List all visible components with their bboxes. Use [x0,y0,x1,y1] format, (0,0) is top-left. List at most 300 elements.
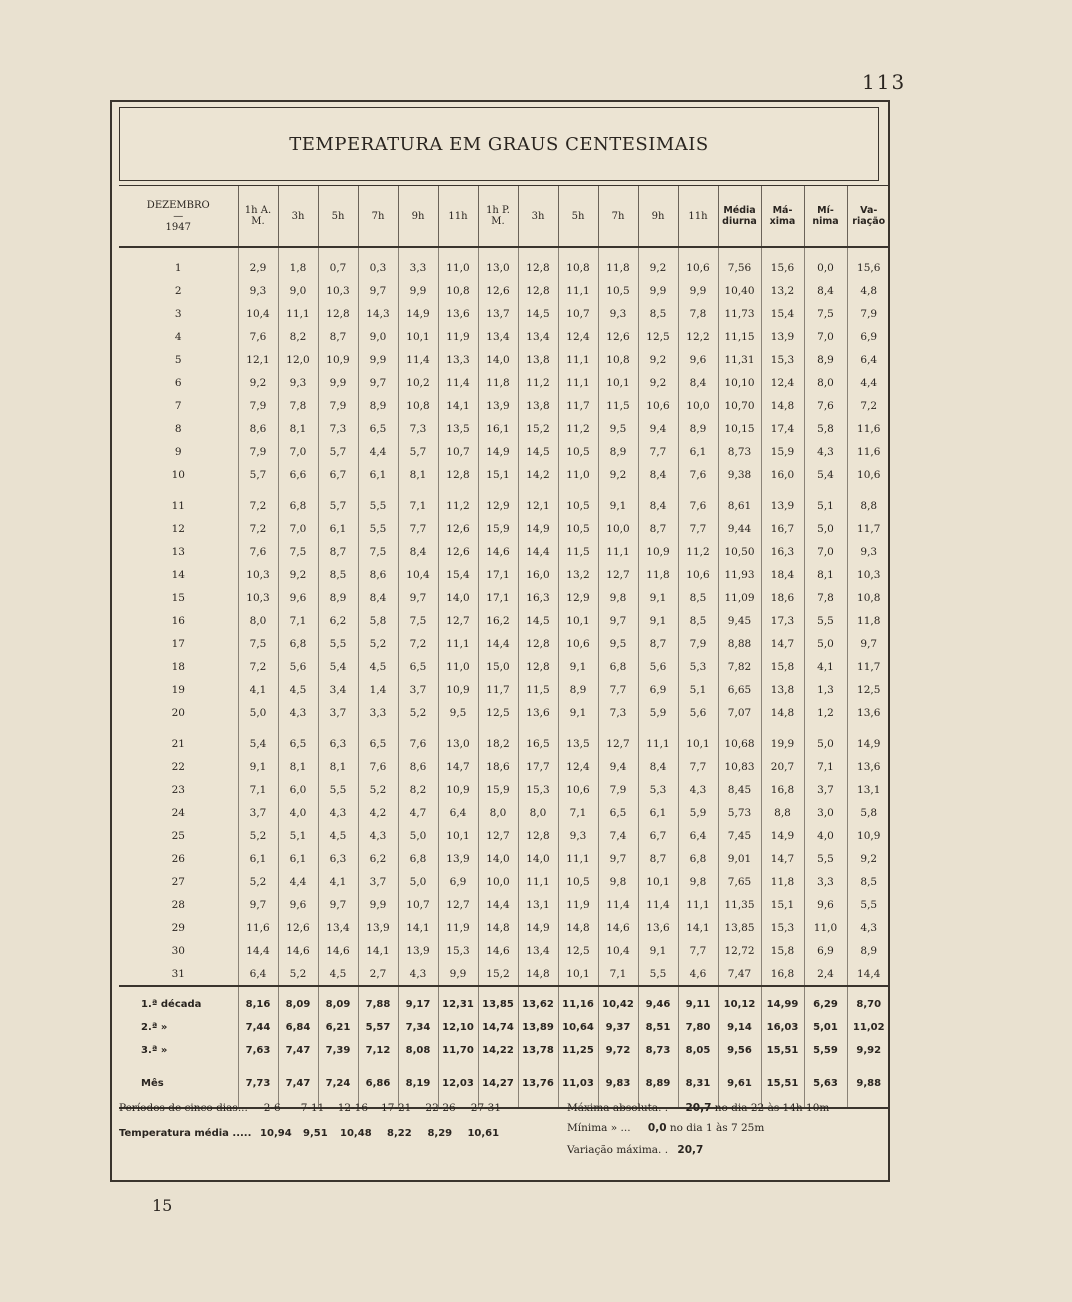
value-cell: 10,9 [438,778,478,801]
value-cell: 5,2 [358,778,398,801]
value-cell: 12,8 [518,247,558,279]
value-cell: 8,5 [638,302,678,325]
daily-mean-header: Média diurna [718,186,761,248]
spacer-cell [678,724,718,732]
value-cell: 6,9 [847,325,890,348]
value-cell: 13,85 [718,916,761,939]
year-label: 1947 [165,221,191,233]
spacer-cell [678,486,718,494]
table-frame [110,100,890,1182]
value-cell: 3,0 [804,801,847,824]
value-cell: 15,1 [478,463,518,486]
value-cell: 9,4 [598,755,638,778]
value-cell: 6,2 [318,609,358,632]
value-cell: 14,9 [398,302,438,325]
header-dash: — [173,210,184,222]
value-cell: 13,9 [358,916,398,939]
hour-header: 3h [518,186,558,248]
spacer-cell [847,486,890,494]
spacer-cell [478,486,518,494]
value-cell: 7,9 [678,632,718,655]
value-cell: 9,46 [638,986,678,1016]
row-label-cell: 23 [171,783,185,796]
value-cell: 6,9 [638,678,678,701]
value-cell: 12,4 [761,371,804,394]
spacer-cell [398,724,438,732]
value-cell: 12,4 [558,755,598,778]
value-cell: 10,8 [558,247,598,279]
value-cell: 10,3 [238,563,278,586]
period-mean-value: 10,61 [467,1128,500,1139]
variation-header: Va- riação [847,186,890,248]
value-cell: 10,9 [438,678,478,701]
value-cell: 11,7 [558,394,598,417]
value-cell: 5,01 [804,1016,847,1039]
value-cell: 6,1 [318,517,358,540]
value-cell: 8,31 [678,1062,718,1108]
value-cell: 6,84 [278,1016,318,1039]
value-cell: 7,9 [318,394,358,417]
value-cell: 5,0 [804,732,847,755]
value-cell: 10,0 [478,870,518,893]
spacer-cell [847,724,890,732]
value-cell: 4,4 [358,440,398,463]
value-cell: 14,7 [438,755,478,778]
value-cell: 4,1 [318,870,358,893]
minimum-row [567,1122,764,1134]
value-cell: 6,1 [278,847,318,870]
value-cell: 12,9 [478,494,518,517]
value-cell: 9,9 [398,279,438,302]
value-cell: 5,9 [638,701,678,724]
value-cell: 10,6 [558,632,598,655]
value-cell: 12,0 [278,348,318,371]
value-cell: 10,6 [678,563,718,586]
value-cell: 9,88 [847,1062,890,1108]
day-row [119,540,890,563]
value-cell: 7,45 [718,824,761,847]
value-cell: 12,1 [238,348,278,371]
value-cell: 7,1 [398,494,438,517]
spacer-cell [718,724,761,732]
value-cell: 7,3 [398,417,438,440]
value-cell: 5,6 [678,701,718,724]
value-cell: 13,9 [761,494,804,517]
value-cell: 8,6 [398,755,438,778]
value-cell: 11,16 [558,986,598,1016]
value-cell: 8,45 [718,778,761,801]
value-cell: 12,6 [478,279,518,302]
value-cell: 13,3 [438,348,478,371]
value-cell: 7,2 [238,494,278,517]
day-row [119,463,890,486]
value-cell: 10,4 [598,939,638,962]
max-variation-label: Variação máxima. . [567,1144,669,1156]
value-cell: 14,9 [518,517,558,540]
value-cell: 2,7 [358,962,398,986]
value-cell: 9,14 [718,1016,761,1039]
value-cell: 8,05 [678,1039,718,1062]
value-cell: 11,4 [398,348,438,371]
value-cell: 11,9 [558,893,598,916]
value-cell: 10,6 [678,247,718,279]
day-row [119,517,890,540]
value-cell: 11,9 [438,325,478,348]
day-row [119,632,890,655]
value-cell: 7,7 [678,939,718,962]
value-cell: 12,6 [438,540,478,563]
day-row [119,394,890,417]
value-cell: 3,7 [238,801,278,824]
value-cell: 9,1 [598,494,638,517]
hour-header: 5h [558,186,598,248]
value-cell: 14,7 [761,632,804,655]
value-cell: 11,7 [847,655,890,678]
day-row [119,494,890,517]
spacer-cell [238,724,278,732]
value-cell: 9,8 [678,870,718,893]
value-cell: 9,2 [638,348,678,371]
value-cell: 9,1 [238,755,278,778]
value-cell: 15,9 [478,778,518,801]
value-cell: 3,3 [398,247,438,279]
value-cell: 15,51 [761,1062,804,1108]
value-cell: 9,7 [358,279,398,302]
value-cell: 6,8 [598,655,638,678]
value-cell: 7,47 [718,962,761,986]
periods-label: Períodos de cinco dias... [119,1102,248,1114]
value-cell: 5,1 [804,494,847,517]
value-cell: 9,3 [558,824,598,847]
value-cell: 6,4 [438,801,478,824]
value-cell: 9,3 [278,371,318,394]
value-cell: 16,3 [518,586,558,609]
value-cell: 13,89 [518,1016,558,1039]
value-cell: 7,5 [804,302,847,325]
day-row [119,778,890,801]
value-cell: 5,8 [804,417,847,440]
value-cell: 14,4 [478,632,518,655]
value-cell: 5,4 [318,655,358,678]
value-cell: 5,5 [804,609,847,632]
row-label-cell: 28 [171,898,185,911]
temperature-table [119,185,890,1109]
value-cell: 6,4 [678,824,718,847]
value-cell: 6,3 [318,732,358,755]
value-cell: 15,6 [761,247,804,279]
spacer-cell [761,486,804,494]
value-cell: 14,99 [761,986,804,1016]
value-cell: 4,1 [238,678,278,701]
value-cell: 9,2 [598,463,638,486]
value-cell: 8,4 [398,540,438,563]
decade-summary-row [119,1016,890,1039]
value-cell: 10,3 [238,586,278,609]
value-cell: 8,0 [238,609,278,632]
value-cell: 17,3 [761,609,804,632]
value-cell: 15,9 [761,440,804,463]
value-cell: 15,3 [761,348,804,371]
value-cell: 5,5 [318,632,358,655]
value-cell: 14,74 [478,1016,518,1039]
value-cell: 7,3 [598,701,638,724]
value-cell: 8,5 [678,586,718,609]
value-cell: 4,3 [358,824,398,847]
value-cell: 5,0 [804,517,847,540]
value-cell: 12,4 [558,325,598,348]
value-cell: 14,6 [598,916,638,939]
row-label-cell: 3.ª » [141,1045,168,1056]
value-cell: 12,6 [598,325,638,348]
row-label-cell: 13 [171,545,185,558]
value-cell: 9,9 [638,279,678,302]
value-cell: 17,1 [478,563,518,586]
value-cell: 14,9 [847,732,890,755]
day-row [119,678,890,701]
signature-mark: 15 [152,1196,173,1215]
spacer-cell [278,486,318,494]
value-cell: 5,8 [358,609,398,632]
value-cell: 4,3 [678,778,718,801]
value-cell: 7,9 [847,302,890,325]
value-cell: 11,8 [478,371,518,394]
value-cell: 9,7 [238,893,278,916]
value-cell: 10,8 [598,348,638,371]
hour-header: 9h [638,186,678,248]
value-cell: 13,4 [518,325,558,348]
value-cell: 1,2 [804,701,847,724]
value-cell: 9,61 [718,1062,761,1108]
minimum-detail: no dia 1 às 7 25m [669,1122,765,1134]
value-cell: 10,7 [558,302,598,325]
day-row [119,916,890,939]
period-mean-value: 10,48 [340,1128,372,1139]
spacer-cell [119,724,238,732]
value-cell: 11,1 [278,302,318,325]
value-cell: 8,7 [638,632,678,655]
row-label-cell: 27 [171,875,185,888]
period-mean-value: 10,94 [260,1128,292,1139]
row-label-cell: 11 [171,499,185,512]
value-cell: 5,0 [238,701,278,724]
value-cell: 18,2 [478,732,518,755]
value-cell: 8,9 [358,394,398,417]
value-cell: 9,9 [438,962,478,986]
value-cell: 5,1 [678,678,718,701]
value-cell: 7,5 [398,609,438,632]
value-cell: 10,83 [718,755,761,778]
value-cell: 14,9 [478,440,518,463]
value-cell: 10,5 [598,279,638,302]
value-cell: 8,0 [478,801,518,824]
value-cell: 7,9 [238,394,278,417]
spacer-cell [638,724,678,732]
max-variation-value: 20,7 [677,1144,704,1156]
value-cell: 9,37 [598,1016,638,1039]
period-mean-value: 8,22 [386,1128,412,1139]
spacer-cell [761,724,804,732]
value-cell: 8,7 [318,540,358,563]
value-cell: 10,68 [718,732,761,755]
row-label-cell: 20 [171,706,185,719]
value-cell: 17,1 [478,586,518,609]
value-cell: 5,9 [678,801,718,824]
value-cell: 6,6 [278,463,318,486]
absolute-max-row [567,1102,829,1114]
value-cell: 13,6 [518,701,558,724]
value-cell: 8,4 [358,586,398,609]
value-cell: 3,3 [804,870,847,893]
value-cell: 5,2 [278,962,318,986]
mean-temperature-row [119,1128,504,1139]
value-cell: 13,2 [761,279,804,302]
value-cell: 9,7 [847,632,890,655]
value-cell: 15,3 [438,939,478,962]
row-label-cell: 19 [171,683,185,696]
value-cell: 10,1 [558,609,598,632]
value-cell: 11,2 [678,540,718,563]
value-cell: 8,73 [638,1039,678,1062]
value-cell: 8,4 [804,279,847,302]
value-cell: 5,4 [238,732,278,755]
value-cell: 6,8 [278,494,318,517]
value-cell: 8,9 [598,440,638,463]
value-cell: 7,9 [598,778,638,801]
spacer-cell [638,486,678,494]
day-row [119,371,890,394]
value-cell: 5,7 [318,494,358,517]
value-cell: 5,5 [804,847,847,870]
value-cell: 9,6 [804,893,847,916]
value-cell: 14,0 [438,586,478,609]
period-value: 22-26 [425,1102,456,1114]
value-cell: 13,4 [478,325,518,348]
value-cell: 4,3 [804,440,847,463]
value-cell: 13,76 [518,1062,558,1108]
value-cell: 10,3 [318,279,358,302]
value-cell: 8,1 [804,563,847,586]
value-cell: 11,6 [847,417,890,440]
value-cell: 10,4 [398,563,438,586]
value-cell: 8,0 [518,801,558,824]
value-cell: 15,2 [478,962,518,986]
value-cell: 5,5 [638,962,678,986]
value-cell: 11,1 [598,540,638,563]
month-label: DEZEMBRO [146,199,210,211]
value-cell: 18,6 [761,586,804,609]
value-cell: 10,2 [398,371,438,394]
value-cell: 13,1 [847,778,890,801]
value-cell: 14,8 [761,701,804,724]
value-cell: 10,8 [438,279,478,302]
value-cell: 10,50 [718,540,761,563]
spacer-cell [438,724,478,732]
value-cell: 7,34 [398,1016,438,1039]
value-cell: 11,03 [558,1062,598,1108]
value-cell: 9,2 [638,247,678,279]
value-cell: 11,9 [438,916,478,939]
value-cell: 7,8 [804,586,847,609]
value-cell: 8,09 [278,986,318,1016]
value-cell: 12,72 [718,939,761,962]
spacer-cell [358,724,398,732]
day-row [119,755,890,778]
value-cell: 10,0 [598,517,638,540]
period-value: 17-21 [381,1102,412,1114]
row-label-cell: 1 [174,261,182,274]
value-cell: 4,3 [398,962,438,986]
value-cell: 13,62 [518,986,558,1016]
value-cell: 15,4 [761,302,804,325]
value-cell: 12,8 [518,632,558,655]
day-row [119,824,890,847]
value-cell: 10,1 [558,962,598,986]
value-cell: 11,2 [518,371,558,394]
value-cell: 9,3 [847,540,890,563]
value-cell: 7,0 [804,325,847,348]
value-cell: 15,3 [761,916,804,939]
value-cell: 13,8 [518,348,558,371]
value-cell: 4,0 [804,824,847,847]
value-cell: 1,8 [278,247,318,279]
minimum-header: Mí- nima [804,186,847,248]
value-cell: 8,6 [358,563,398,586]
value-cell: 11,73 [718,302,761,325]
value-cell: 15,8 [761,655,804,678]
value-cell: 8,0 [804,371,847,394]
value-cell: 14,8 [558,916,598,939]
value-cell: 5,7 [238,463,278,486]
value-cell: 5,8 [847,801,890,824]
minimum-value: 0,0 [647,1122,667,1134]
value-cell: 6,1 [678,440,718,463]
value-cell: 11,4 [598,893,638,916]
value-cell: 7,6 [678,463,718,486]
value-cell: 9,56 [718,1039,761,1062]
value-cell: 0,7 [318,247,358,279]
value-cell: 9,8 [598,586,638,609]
row-label-cell: 10 [171,468,185,481]
value-cell: 9,3 [598,302,638,325]
value-cell: 10,4 [238,302,278,325]
period-mean-value: 9,51 [303,1128,328,1139]
value-cell: 3,7 [358,870,398,893]
value-cell: 8,5 [847,870,890,893]
value-cell: 7,6 [238,540,278,563]
value-cell: 7,5 [278,540,318,563]
value-cell: 11,6 [847,440,890,463]
value-cell: 11,2 [438,494,478,517]
value-cell: 7,65 [718,870,761,893]
value-cell: 12,8 [438,463,478,486]
value-cell: 14,1 [358,939,398,962]
value-cell: 6,21 [318,1016,358,1039]
value-cell: 16,0 [761,463,804,486]
value-cell: 11,1 [558,348,598,371]
spacer-cell [119,486,238,494]
value-cell: 11,15 [718,325,761,348]
value-cell: 5,73 [718,801,761,824]
value-cell: 3,3 [358,701,398,724]
value-cell: 14,5 [518,440,558,463]
value-cell: 7,63 [238,1039,278,1062]
value-cell: 11,70 [438,1039,478,1062]
row-label-cell: 1.ª década [119,986,238,1016]
value-cell: 14,6 [318,939,358,962]
value-cell: 13,1 [518,893,558,916]
value-cell: 2,9 [238,247,278,279]
spacer-cell [598,724,638,732]
